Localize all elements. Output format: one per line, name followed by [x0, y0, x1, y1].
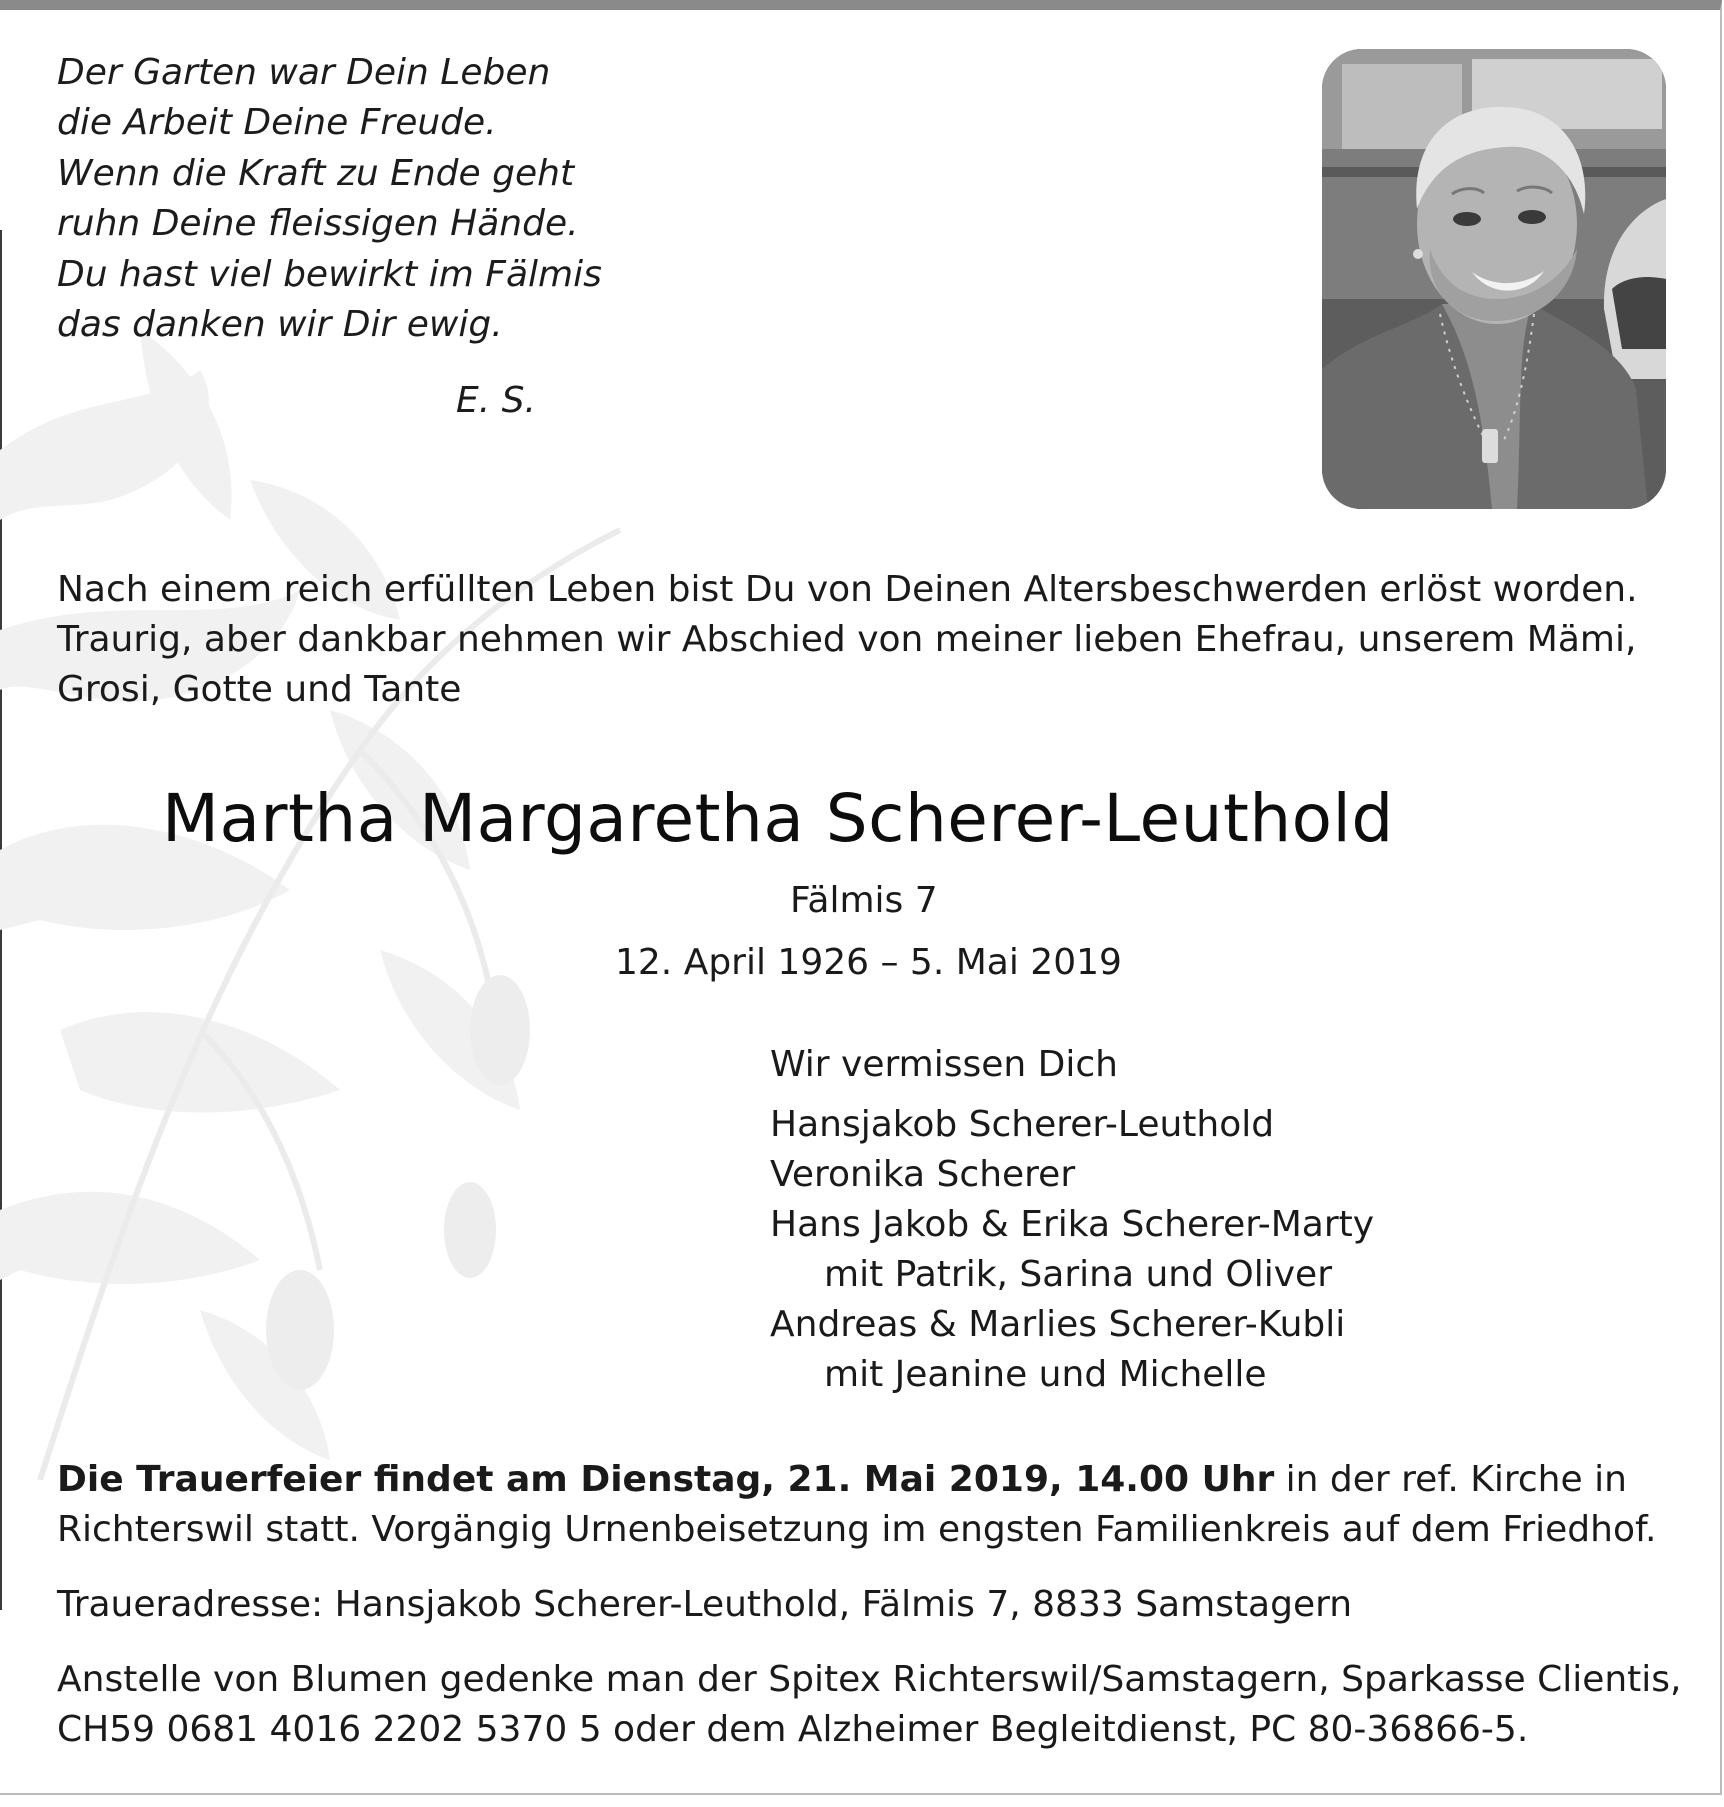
mourner-line: mit Jeanine und Michelle — [824, 1354, 1267, 1395]
ceremony-info — [57, 1455, 1657, 1555]
life-dates: 12. April 1926 – 5. Mai 2019 — [615, 942, 1122, 983]
mourner-line: Hans Jakob & Erika Scherer-Marty — [770, 1204, 1375, 1245]
poem-line: die Arbeit Deine Freude. — [57, 102, 497, 144]
mourner-line: Andreas & Marlies Scherer-Kubli — [770, 1304, 1346, 1345]
mourner-line: Hansjakob Scherer-Leuthold — [770, 1104, 1275, 1145]
poem-line: ruhn Deine fleissigen Hände. — [57, 203, 579, 245]
mourner-line: Veronika Scherer — [770, 1154, 1076, 1195]
poem-author: E. S. — [456, 380, 536, 421]
donation-info — [57, 1655, 1682, 1755]
mourners-heading: Wir vermissen Dich — [770, 1044, 1118, 1085]
ceremony-line — [57, 1455, 1657, 1505]
mourning-address: Traueradresse: Hansjakob Scherer-Leuthold, Fälmis 7, 8833 Samstagern — [57, 1584, 1353, 1625]
ceremony-location: in der ref. Kirche in — [1274, 1459, 1627, 1500]
ceremony-line: Richterswil statt. Vorgängig Urnenbeisetzung im engsten Familienkreis auf dem Friedhof. — [57, 1509, 1657, 1550]
poem-line: Wenn die Kraft zu Ende geht — [57, 152, 575, 194]
deceased-name: Martha Margaretha Scherer-Leuthold — [162, 780, 1394, 857]
mourners-list — [770, 1040, 1374, 1400]
poem — [57, 48, 602, 350]
deceased-address: Fälmis 7 — [790, 880, 938, 921]
intro-line: Nach einem reich erfüllten Leben bist Du von Deinen Altersbeschwerden erlöst worden. — [57, 569, 1638, 610]
donation-line: Anstelle von Blumen gedenke man der Spitex Richterswil/Samstagern, Sparkasse Clientis, — [57, 1659, 1682, 1700]
portrait-photo — [1322, 49, 1666, 509]
ceremony-date-time: Die Trauerfeier findet am Dienstag, 21. Mai 2019, 14.00 Uhr — [57, 1459, 1275, 1500]
donation-line: CH59 0681 4016 2202 5370 5 oder dem Alzheimer Begleitdienst, PC 80-36866-5. — [57, 1709, 1529, 1750]
mourner-line: mit Patrik, Sarina und Oliver — [824, 1254, 1332, 1295]
poem-line: das danken wir Dir ewig. — [57, 304, 503, 346]
poem-line: Der Garten war Dein Leben — [57, 52, 551, 93]
intro-line: Grosi, Gotte und Tante — [57, 669, 462, 710]
poem-line: Du hast viel bewirkt im Fälmis — [57, 253, 602, 295]
intro-line: Traurig, aber dankbar nehmen wir Abschied von meiner lieben Ehefrau, unserem Mämi, — [57, 619, 1637, 660]
intro-text — [57, 565, 1638, 715]
fuchsia-background-illustration — [0, 330, 720, 1480]
